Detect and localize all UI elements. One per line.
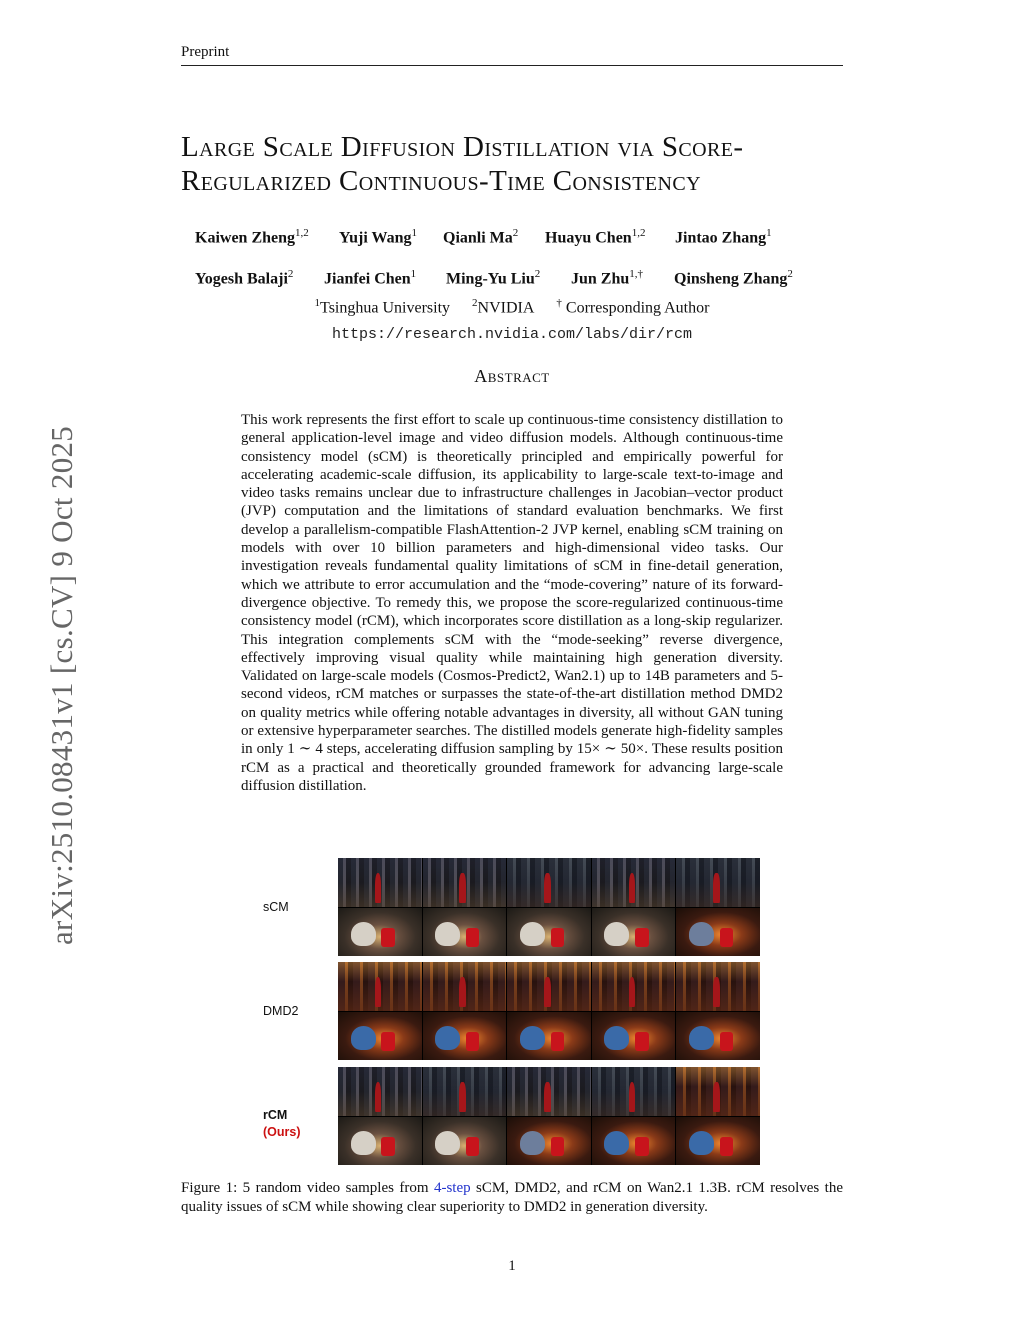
video-frame bbox=[507, 858, 591, 907]
title-line-1: Large Scale Diffusion Distillation via Score- bbox=[181, 131, 744, 163]
video-frame bbox=[338, 908, 422, 957]
video-frame bbox=[423, 858, 507, 907]
video-frame bbox=[507, 962, 591, 1011]
dmd2-samples bbox=[338, 962, 760, 1060]
video-frame bbox=[423, 908, 507, 957]
scm-samples bbox=[338, 858, 760, 956]
video-frame bbox=[507, 908, 591, 957]
rcm-samples bbox=[338, 1067, 760, 1165]
affiliation: † Corresponding Author bbox=[556, 297, 710, 317]
video-frame bbox=[676, 908, 760, 957]
video-frame bbox=[592, 962, 676, 1011]
header-rule bbox=[181, 65, 843, 66]
video-frame bbox=[338, 1117, 422, 1166]
video-frame bbox=[592, 908, 676, 957]
video-frame bbox=[592, 1117, 676, 1166]
video-frame bbox=[592, 1067, 676, 1116]
video-frame bbox=[423, 1012, 507, 1061]
video-frame bbox=[338, 1067, 422, 1116]
arxiv-stamp: arXiv:2510.08431v1 [cs.CV] 9 Oct 2025 bbox=[44, 425, 79, 945]
video-frame bbox=[507, 1067, 591, 1116]
video-frame bbox=[676, 1117, 760, 1166]
label-rcm bbox=[263, 1107, 301, 1141]
author: Qianli Ma$^2$ bbox=[443, 227, 519, 247]
video-frame bbox=[338, 1012, 422, 1061]
video-frame bbox=[423, 1117, 507, 1166]
page-number: 1 bbox=[508, 1258, 516, 1274]
video-frame bbox=[676, 1067, 760, 1116]
project-url[interactable]: https://research.nvidia.com/labs/dir/rcm bbox=[331, 326, 693, 343]
label-dmd2: DMD2 bbox=[263, 1004, 299, 1018]
affiliation: $^2$NVIDIA bbox=[472, 297, 535, 317]
affiliations bbox=[0, 297, 1024, 317]
video-frame bbox=[592, 1012, 676, 1061]
label-ours: (Ours) bbox=[263, 1125, 301, 1139]
author: Yogesh Balaji$^2$ bbox=[195, 268, 294, 288]
video-frame bbox=[676, 1012, 760, 1061]
abstract-text: This work represents the first effort to scale up continuous-time consistency distillation to general application-level image and video diffusion models. Although continuous-time consistency model (sCM) is theoretically principled and empirically powerful for accelerating academic-scale diffusion, its applicability to large-scale text-to-image and video tasks remains unclear due to infrastructure challenges in Jacobian–vector product (JVP) computation and the limitations of standard evaluation benchmarks. We first develop a parallelism-compatible FlashAttention-2 JVP kernel, enabling sCM training on models with over 10 billion parameters and high-dimensional video tasks. Our investigation reveals fundamental quality limitations of sCM in fine-detail generation, which we attribute to error accumulation and the “mode-covering” nature of its forward-divergence objective. To remedy this, we propose the score-regularized continuous-time consistency model (rCM), which incorporates score distillation as a long-skip regularizer. This integration complements sCM with the “mode-seeking” reverse divergence, effectively improving visual quality while maintaining high generation diversity. Validated on large-scale models (Cosmos-Predict2, Wan2.1) up to 14B parameters and 5-second videos, rCM matches or surpasses the state-of-the-art distillation method DMD2 on quality metrics while offering notable advantages in diversity, all without GAN tuning or extensive hyperparameter searches. The distilled models generate high-fidelity samples in only 1 ∼ 4 steps, accelerating diffusion sampling by 15× ∼ 50×. These results position rCM as a practical and theoretically grounded framework for advancing large-scale diffusion distillation. bbox=[241, 412, 783, 794]
author: Yuji Wang$^1$ bbox=[339, 227, 417, 247]
running-head: Preprint bbox=[181, 44, 230, 60]
author: Ming-Yu Liu$^2$ bbox=[446, 268, 541, 288]
paper-title bbox=[181, 130, 861, 198]
author: Jianfei Chen$^1$ bbox=[324, 268, 417, 288]
abstract-heading: Abstract bbox=[474, 366, 550, 386]
video-frame bbox=[592, 858, 676, 907]
video-frame bbox=[676, 962, 760, 1011]
author: Huayu Chen$^{1,2}$ bbox=[545, 227, 646, 247]
video-frame bbox=[423, 1067, 507, 1116]
video-frame bbox=[676, 858, 760, 907]
author: Kaiwen Zheng$^{1,2}$ bbox=[195, 227, 309, 247]
affiliation: $^1$Tsinghua University bbox=[314, 297, 451, 317]
video-frame bbox=[338, 858, 422, 907]
author: Qinsheng Zhang$^2$ bbox=[674, 268, 793, 288]
label-scm: sCM bbox=[263, 900, 289, 914]
video-frame bbox=[423, 962, 507, 1011]
label-rcm-name: rCM bbox=[263, 1108, 288, 1122]
title-line-2: Regularized Continuous-Time Consistency bbox=[181, 165, 701, 197]
video-frame bbox=[507, 1012, 591, 1061]
caption-link[interactable]: 4-step bbox=[433, 1180, 471, 1196]
figure-caption: Figure 1: 5 random video samples from 4-step sCM, DMD2, and rCM on Wan2.1 1.3B. rCM resolves the quality issues of sCM while showing clear superiority to DMD2 in generation diversity. bbox=[181, 1180, 843, 1215]
video-frame bbox=[338, 962, 422, 1011]
author: Jun Zhu$^{1,\dagger}$ bbox=[571, 268, 644, 288]
video-frame bbox=[507, 1117, 591, 1166]
author: Jintao Zhang$^1$ bbox=[675, 227, 772, 247]
